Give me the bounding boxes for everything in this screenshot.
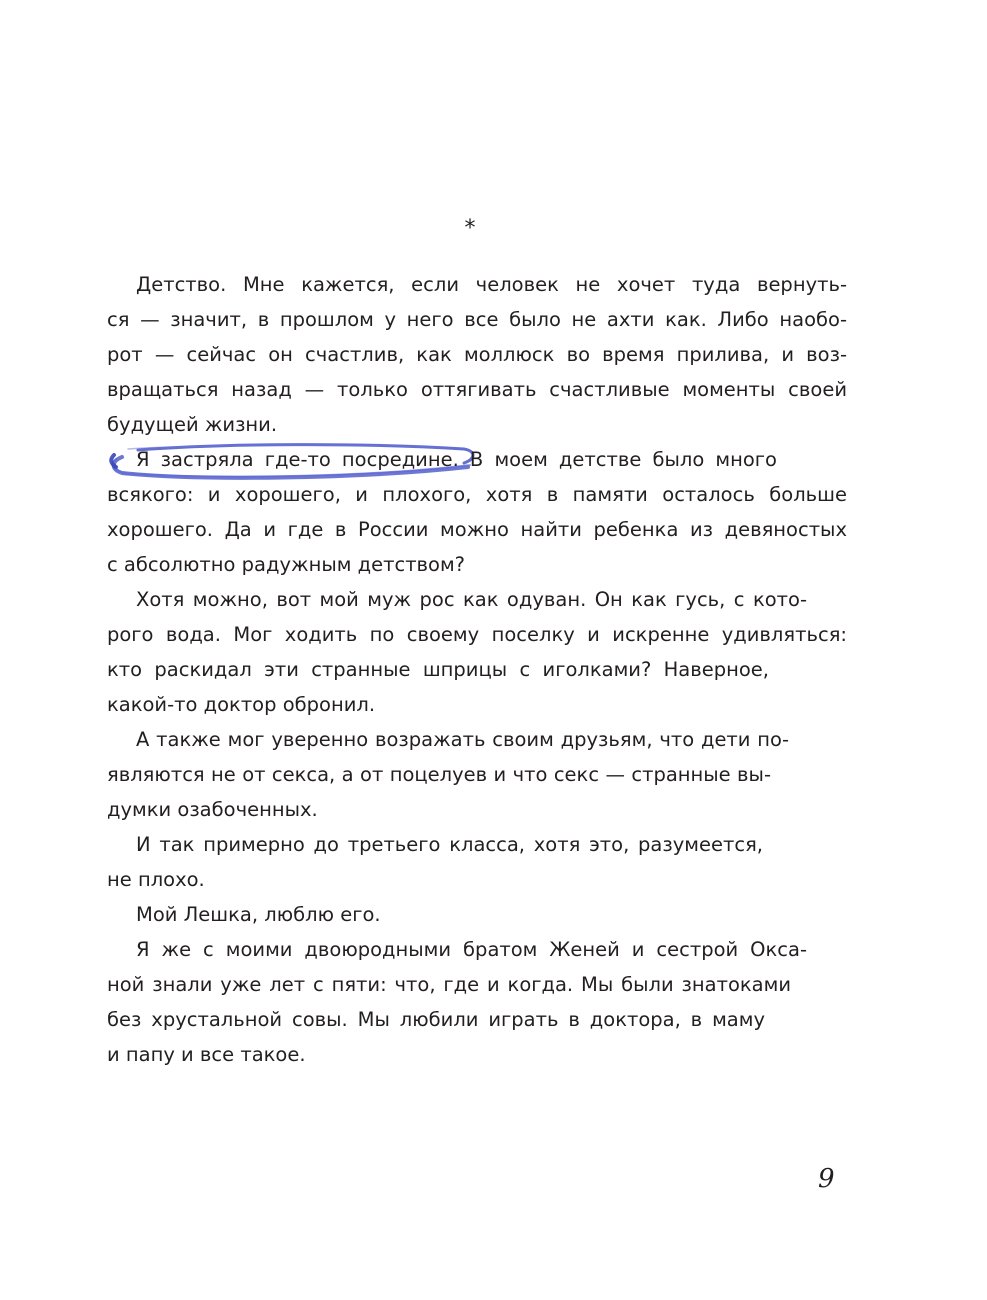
text-line: ся — значит, в прошлом у него все было не ахти как. Либо наобо-	[107, 308, 847, 331]
text-line: Мой Лешка, люблю его.	[136, 903, 381, 926]
text-line: думки озабоченных.	[107, 798, 318, 821]
text-line: вращаться назад — только оттягивать счастливые моменты своей	[107, 378, 847, 401]
text-line: И так примерно до третьего класса, хотя это, разумеется,	[136, 833, 763, 856]
text-line: рого вода. Мог ходить по своему поселку и искренне удивляться:	[107, 623, 847, 646]
text-line-highlighted: Я застряла где-то посредине. В моем детстве было много	[136, 448, 777, 471]
text-line: какой-то доктор обронил.	[107, 693, 376, 716]
text-line: без хрустальной совы. Мы любили играть в доктора, в маму	[107, 1008, 765, 1031]
text-line: всякого: и хорошего, и плохого, хотя в памяти осталось больше	[107, 483, 847, 506]
text-line: А также мог уверенно возражать своим друзьям, что дети по-	[136, 728, 789, 751]
body-text	[107, 267, 847, 1072]
text-line: Детство. Мне кажется, если человек не хочет туда вернуть-	[136, 273, 847, 296]
page-number: 9	[818, 1164, 835, 1194]
text-line: ной знали уже лет с пяти: что, где и когда. Мы были знатоками	[107, 973, 791, 996]
text-line: рот — сейчас он счастлив, как моллюск во время прилива, и воз-	[107, 343, 847, 366]
text-line: Я же с моими двоюродными братом Женей и сестрой Окса-	[136, 938, 807, 961]
text-line: Хотя можно, вот мой муж рос как одуван. Он как гусь, с кото-	[136, 588, 807, 611]
text-line: хорошего. Да и где в России можно найти ребенка из девяностых	[107, 518, 847, 541]
text-line: будущей жизни.	[107, 413, 278, 436]
section-separator: *	[464, 216, 476, 241]
text-line: не плохо.	[107, 868, 205, 891]
text-line: и папу и все такое.	[107, 1043, 306, 1066]
text-line: с абсолютно радужным детством?	[107, 553, 466, 576]
text-line: являются не от секса, а от поцелуев и что секс — странные вы-	[107, 763, 771, 786]
text-line: кто раскидал эти странные шприцы с иголками? Наверное,	[107, 658, 769, 681]
